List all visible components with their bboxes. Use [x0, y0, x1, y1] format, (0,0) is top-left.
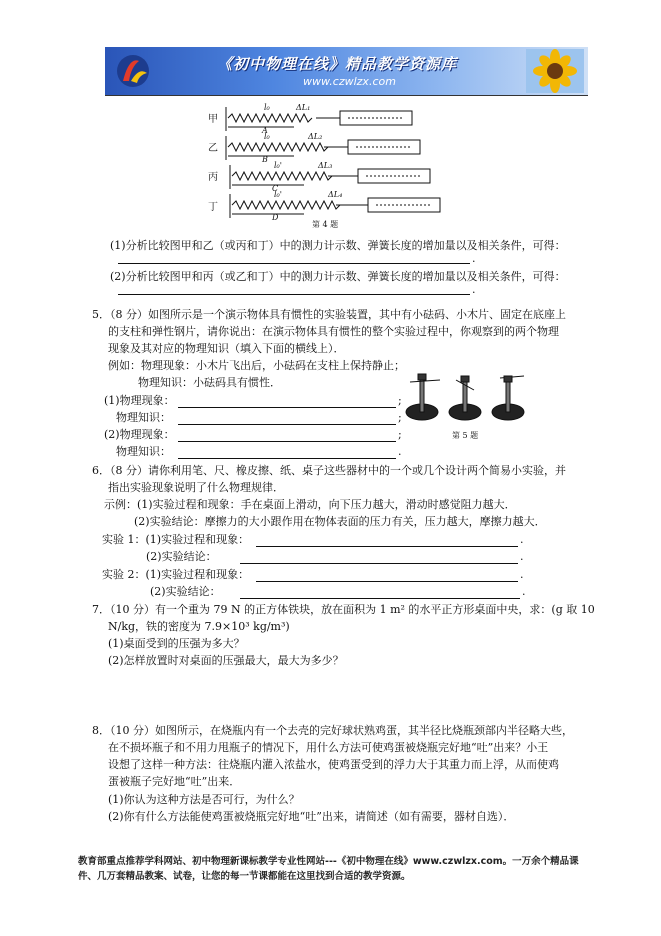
q5-know1-label: 物理知识：: [116, 411, 171, 424]
period: .: [520, 568, 524, 581]
figure-4-springs: [208, 103, 448, 228]
q5-phen2-label: (2)物理现象：: [104, 428, 175, 441]
semicolon: ;: [398, 428, 402, 441]
semicolon: ;: [398, 394, 402, 407]
q4-answer-blank-1[interactable]: [118, 263, 470, 264]
q7-line2: N/kg，铁的密度为 7.9×10³ kg/m³): [108, 620, 290, 633]
fig4-caption: 第 4 题: [312, 220, 339, 228]
q8-line2: 在不损坏瓶子和不用力甩瓶子的情况下，用什么方法可使鸡蛋被烧瓶完好地“吐”出来？小王: [108, 741, 549, 754]
period: .: [398, 445, 402, 458]
fig4-row-label: 丙: [208, 172, 218, 183]
q5-example-knowledge: 物理知识：小砝码具有惯性．: [138, 376, 281, 389]
q4-part1: (1)分析比较图甲和乙（或丙和丁）中的测力计示数、弹簧长度的增加量以及相关条件，可得：: [110, 239, 566, 252]
fig4-bar-label: C: [272, 184, 279, 193]
figure-5-inertia-apparatus: [400, 372, 530, 442]
q5-phen2-blank[interactable]: [178, 441, 396, 442]
q4-answer-blank-2[interactable]: [118, 294, 470, 295]
site-logo-icon: [113, 53, 153, 89]
q5-phen1-label: (1)物理现象：: [104, 394, 175, 407]
banner-url[interactable]: www.czwlzx.com: [303, 75, 396, 88]
q8-sub1: (1)你认为这种方法是否可行，为什么？: [108, 793, 300, 806]
header-divider: [105, 95, 588, 96]
q6-line1: 6．（8 分）请你利用笔、尺、橡皮擦、纸、桌子这些器材中的一个或几个设计两个简易小实验，并: [92, 464, 566, 477]
q8-line1: 8．（10 分）如图所示，在烧瓶内有一个去壳的完好球状熟鸡蛋，其半径比烧瓶颈部内半径略大些，: [92, 724, 573, 737]
q6-exp2-conclusion-label: (2)实验结论：: [150, 585, 221, 598]
q6-exp1-process-label: 实验 1：(1)实验过程和现象：: [102, 533, 250, 546]
fig4-bar-label: A: [262, 126, 268, 135]
period: .: [522, 585, 526, 598]
fig4-spring-label: l₀: [264, 132, 270, 141]
q5-line2: 的支柱和弹性钢片，请你说出：在演示物体具有惯性的整个实验过程中，你观察到的两个物理: [108, 325, 559, 338]
q6-exp2-process-label: 实验 2：(1)实验过程和现象：: [102, 568, 250, 581]
banner-title: 《初中物理在线》精品教学资源库: [217, 55, 458, 73]
q6-exp2-process-blank[interactable]: [256, 581, 518, 582]
q5-know2-label: 物理知识：: [116, 445, 171, 458]
sunflower-icon: [526, 49, 584, 93]
site-banner: [105, 47, 588, 95]
period: .: [472, 283, 476, 296]
period: .: [520, 533, 524, 546]
q7-sub1: (1)桌面受到的压强为多大？: [108, 637, 245, 650]
q5-know2-blank[interactable]: [178, 458, 396, 459]
page-footer: 教育部重点推荐学科网站、初中物理新课标教学专业性网站---《初中物理在线》www.czwlzx.com。一万余个精品课件、几万套精品教案、试卷，让您的每一节课都能在这里找到合适的教学资源。: [78, 856, 579, 882]
fig4-row-label: 甲: [208, 114, 218, 125]
q6-example-1: 示例：(1)实验过程和现象：手在桌面上滑动，向下压力越大，滑动时感觉阻力越大．: [104, 498, 516, 511]
semicolon: ;: [398, 411, 402, 424]
q6-exp1-process-blank[interactable]: [256, 546, 518, 547]
fig4-bar-label: B: [262, 155, 268, 164]
fig4-spring-label: ΔL₁: [296, 103, 311, 112]
fig4-spring-label: ΔL₃: [318, 161, 333, 170]
fig4-spring-label: ΔL₂: [308, 132, 323, 141]
q5-know1-blank[interactable]: [178, 424, 396, 425]
q8-sub2: (2)你有什么方法能使鸡蛋被烧瓶完好地“吐”出来，请简述（如有需要，器材自选）．: [108, 810, 515, 823]
q7-line1: 7．（10 分）有一个重为 79 N 的正方体铁块，放在面积为 1 m² 的水平正方形桌面中央，求：(g 取 10: [92, 603, 595, 616]
period: .: [520, 550, 524, 563]
q4-part2: (2)分析比较图甲和丙（或乙和丁）中的测力计示数、弹簧长度的增加量以及相关条件，可得：: [110, 270, 566, 283]
fig4-spring-label: l₀: [264, 103, 270, 112]
q5-line3: 现象及其对应的物理知识（填入下面的横线上）．: [108, 342, 345, 355]
fig4-row-label: 丁: [208, 202, 218, 213]
fig4-spring-label: l₀': [274, 190, 282, 199]
period: .: [472, 252, 476, 265]
q5-phen1-blank[interactable]: [178, 407, 396, 408]
q6-line2: 指出实验现象说明了什么物理规律．: [108, 481, 284, 494]
q5-line1: 5．（8 分）如图所示是一个演示物体具有惯性的实验装置，其中有小砝码、小木片、固定在底座上: [92, 308, 566, 321]
fig5-caption: 第 5 题: [452, 431, 479, 440]
q6-example-2: (2)实验结论：摩擦力的大小跟作用在物体表面的压力有关，压力越大，摩擦力越大．: [134, 515, 546, 528]
q5-example-phenomenon: 例如：物理现象：小木片飞出后，小砝码在支柱上保持静止；: [108, 359, 405, 372]
q8-line4: 蛋被瓶子完好地“吐”出来．: [108, 775, 241, 788]
fig4-bar-label: D: [272, 213, 279, 222]
fig4-spring-label: l₀': [274, 161, 282, 170]
q6-exp1-conclusion-label: (2)实验结论：: [146, 550, 217, 563]
q6-exp2-conclusion-blank[interactable]: [240, 598, 520, 599]
fig4-spring-label: ΔL₄: [328, 190, 343, 199]
fig4-row-label: 乙: [208, 143, 218, 154]
q7-sub2: (2)怎样放置时对桌面的压强最大，最大为多少？: [108, 654, 344, 667]
q8-line3: 设想了这样一种方法：往烧瓶内灌入浓盐水，使鸡蛋受到的浮力大于其重力而上浮，从而使鸡: [108, 758, 559, 771]
q6-exp1-conclusion-blank[interactable]: [240, 563, 518, 564]
